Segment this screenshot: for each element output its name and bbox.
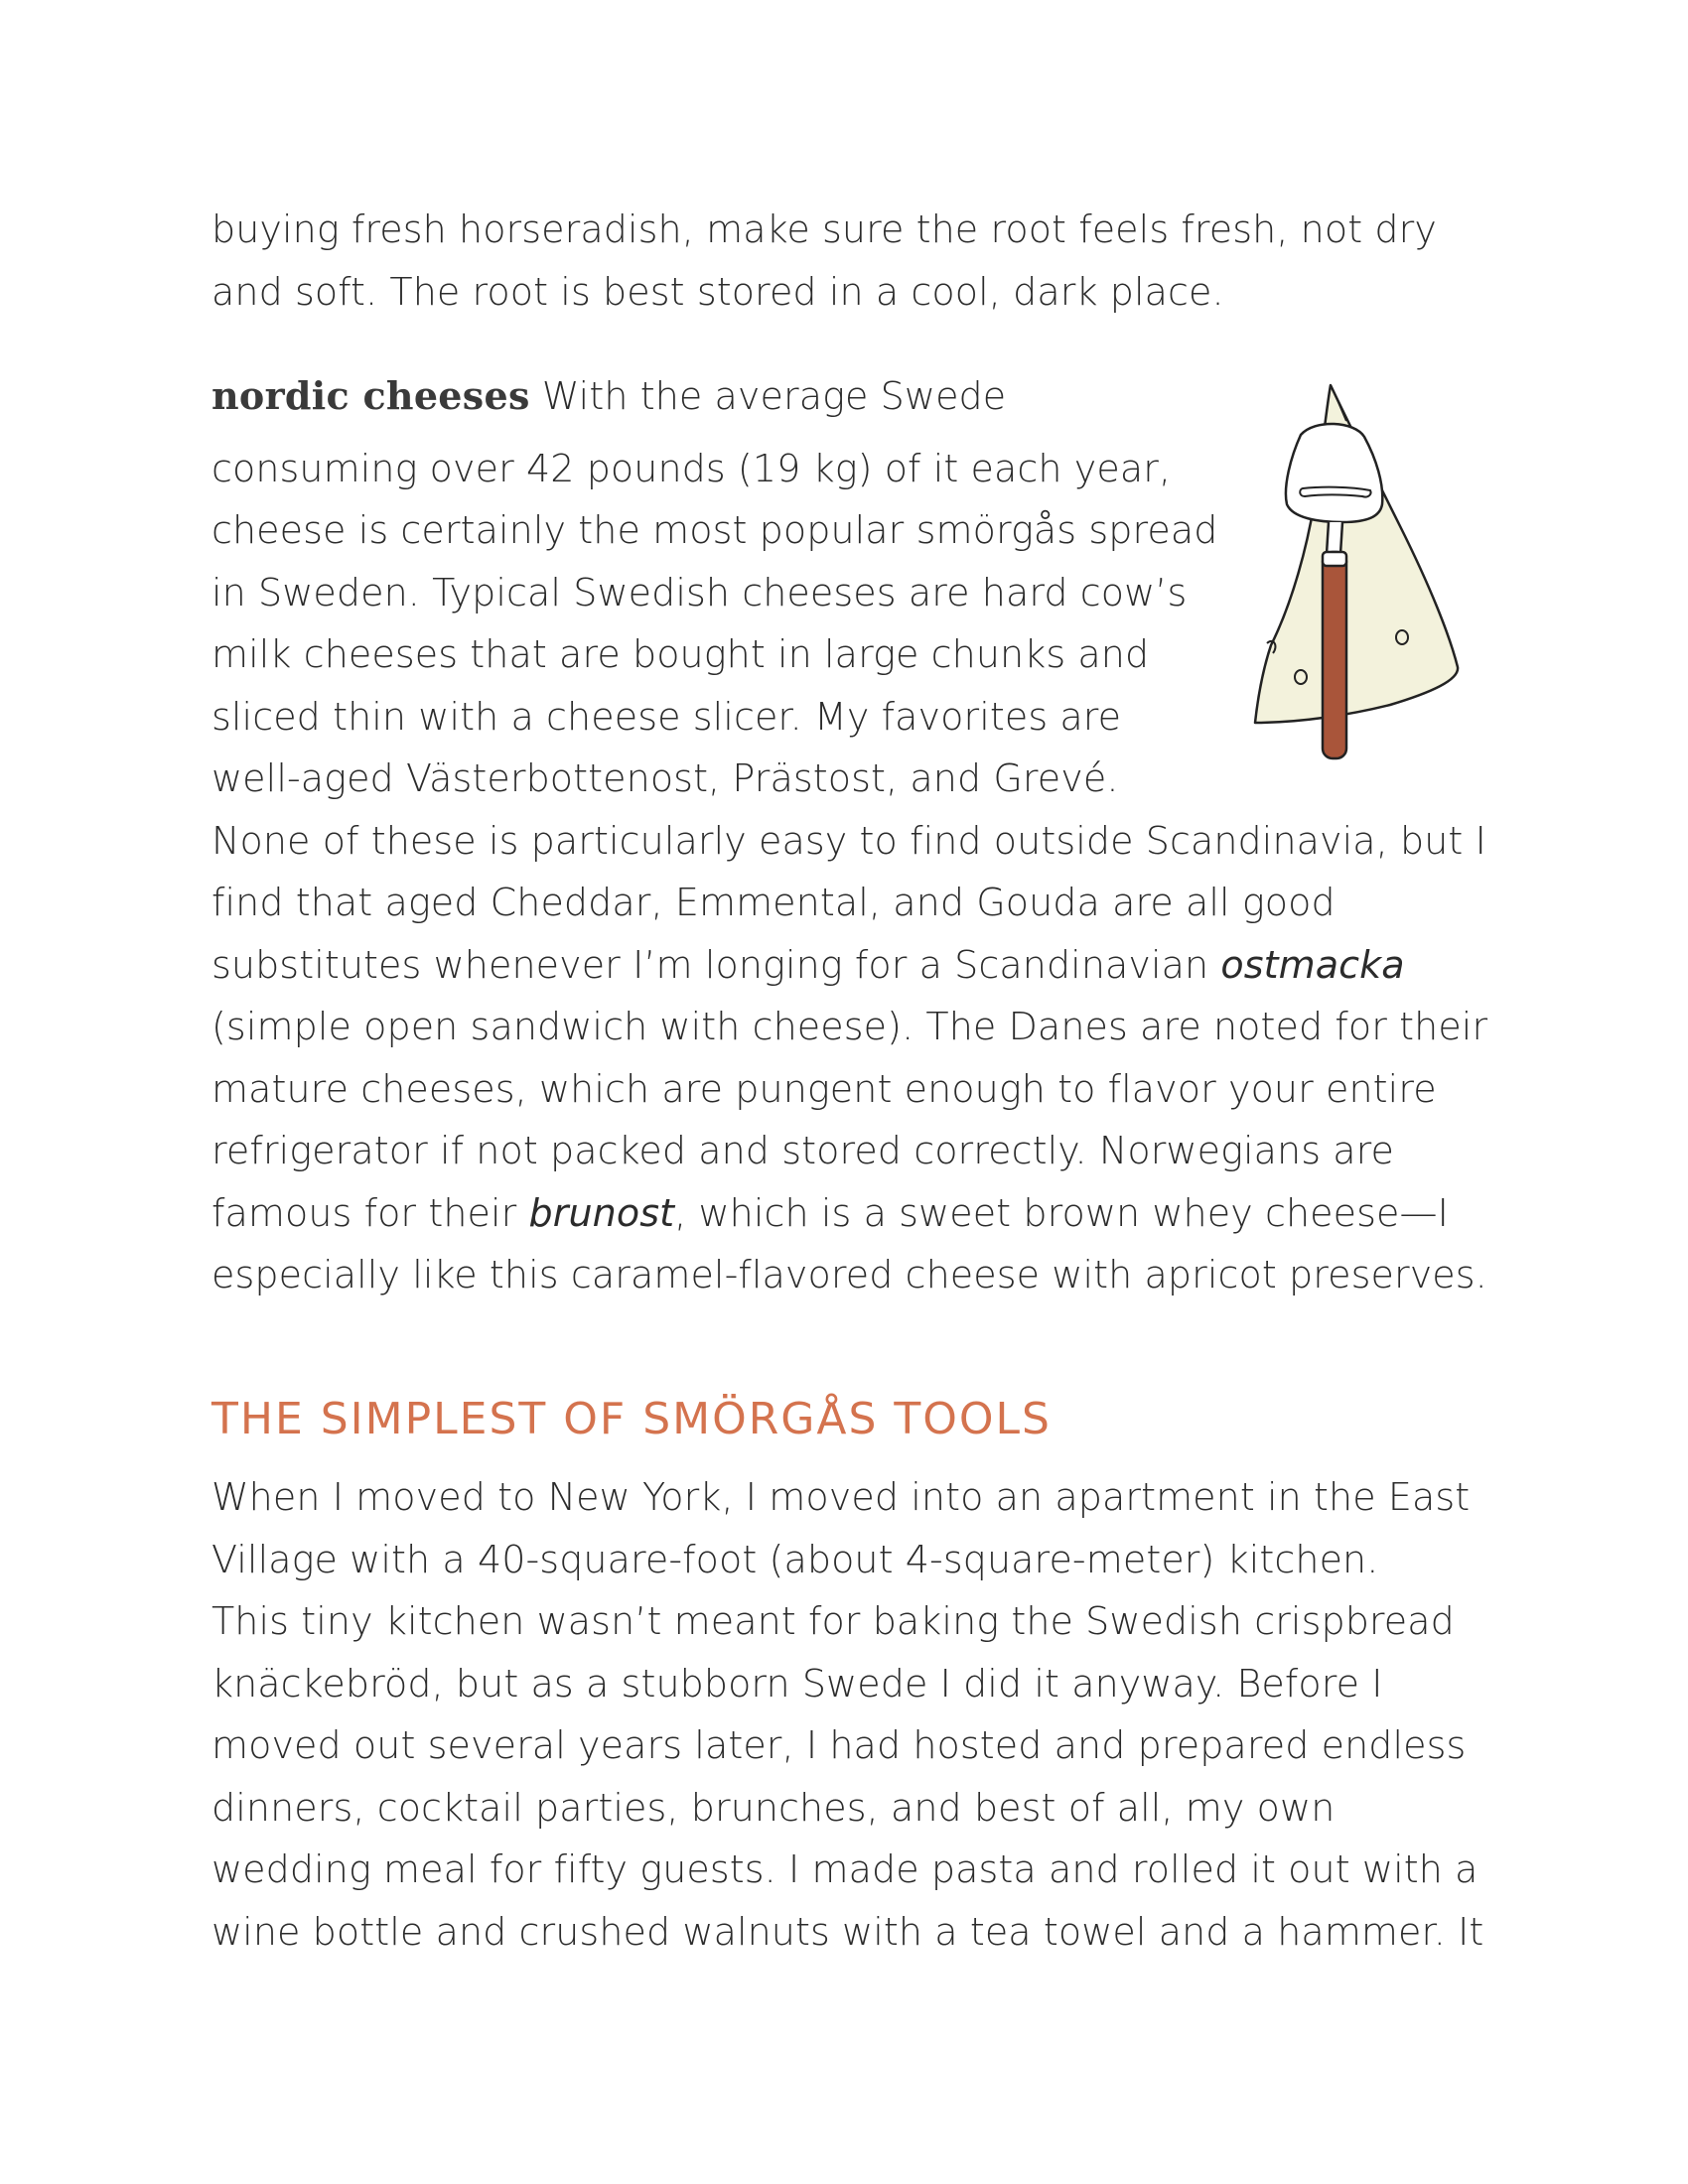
cheese-line: consuming over 42 pounds (19 kg) of it each year, bbox=[211, 446, 1172, 490]
intro-line: and soft. The root is best stored in a cool, dark place. bbox=[211, 269, 1224, 314]
cheese-line: find that aged Cheddar, Emmental, and Gouda are all good bbox=[211, 881, 1336, 924]
tools-line: This tiny kitchen wasn’t meant for baking the Swedish crispbread bbox=[211, 1599, 1455, 1643]
cheese-line: None of these is particularly easy to find outside Scandinavia, but I bbox=[211, 818, 1486, 863]
cheese-term: nordic cheeses bbox=[211, 373, 530, 418]
brunost-post-text: , which is a sweet brown whey cheese—I bbox=[674, 1190, 1449, 1235]
cheese-line: sliced thin with a cheese slicer. My favorites are bbox=[211, 694, 1122, 739]
ostmacka-pre-text: substitutes whenever I’m longing for a Scandinavian bbox=[211, 942, 1221, 987]
brunost-word: brunost bbox=[528, 1190, 675, 1235]
intro-paragraph bbox=[211, 199, 1437, 323]
cheese-first-line-text: With the average Swede bbox=[541, 374, 1007, 418]
cheese-line: in Sweden. Typical Swedish cheeses are hard cow’s bbox=[211, 570, 1188, 614]
cheese-line: well-aged Västerbottenost, Prästost, and Grevé. bbox=[211, 756, 1119, 800]
cheese-line: (simple open sandwich with cheese). The Danes are noted for their bbox=[211, 1005, 1488, 1048]
section-heading: THE SIMPLEST OF SMÖRGÅS TOOLS bbox=[211, 1394, 1052, 1444]
cheese-line: refrigerator if not packed and stored correctly. Norwegians are bbox=[211, 1129, 1395, 1172]
slicer-handle bbox=[1323, 552, 1346, 758]
cheese-slicer-icon bbox=[1231, 377, 1470, 774]
cheese-line-ostmacka bbox=[211, 934, 1487, 997]
tools-line: dinners, cocktail parties, brunches, and best of all, my own bbox=[211, 1785, 1336, 1830]
intro-line: buying fresh horseradish, make sure the root feels fresh, not dry bbox=[211, 207, 1437, 251]
tools-paragraph bbox=[211, 1466, 1483, 1963]
cheese-slicer-illustration bbox=[1231, 377, 1470, 774]
tools-line: wine bottle and crushed walnuts with a tea towel and a hammer. It bbox=[211, 1909, 1484, 1954]
tools-line: Village with a 40-square-foot (about 4-square-meter) kitchen. bbox=[211, 1537, 1379, 1581]
cheese-line: especially like this caramel-flavored cheese with apricot preserves. bbox=[211, 1253, 1487, 1297]
slicer-blade bbox=[1286, 424, 1382, 522]
ostmacka-word: ostmacka bbox=[1220, 942, 1405, 987]
cheese-line: mature cheeses, which are pungent enough to flavor your entire bbox=[211, 1066, 1437, 1111]
tools-line: When I moved to New York, I moved into an apartment in the East bbox=[211, 1475, 1471, 1519]
tools-line: wedding meal for fifty guests. I made pasta and rolled it out with a bbox=[211, 1847, 1478, 1891]
cheese-line-brunost bbox=[211, 1182, 1487, 1245]
brunost-pre-text: famous for their bbox=[211, 1190, 529, 1235]
tools-line: knäckebröd, but as a stubborn Swede I did it anyway. Before I bbox=[211, 1661, 1383, 1706]
cheese-line: milk cheeses that are bought in large chunks and bbox=[211, 632, 1150, 676]
cheese-line: cheese is certainly the most popular smörgås spread bbox=[211, 508, 1218, 552]
tools-line: moved out several years later, I had hosted and prepared endless bbox=[211, 1723, 1467, 1767]
